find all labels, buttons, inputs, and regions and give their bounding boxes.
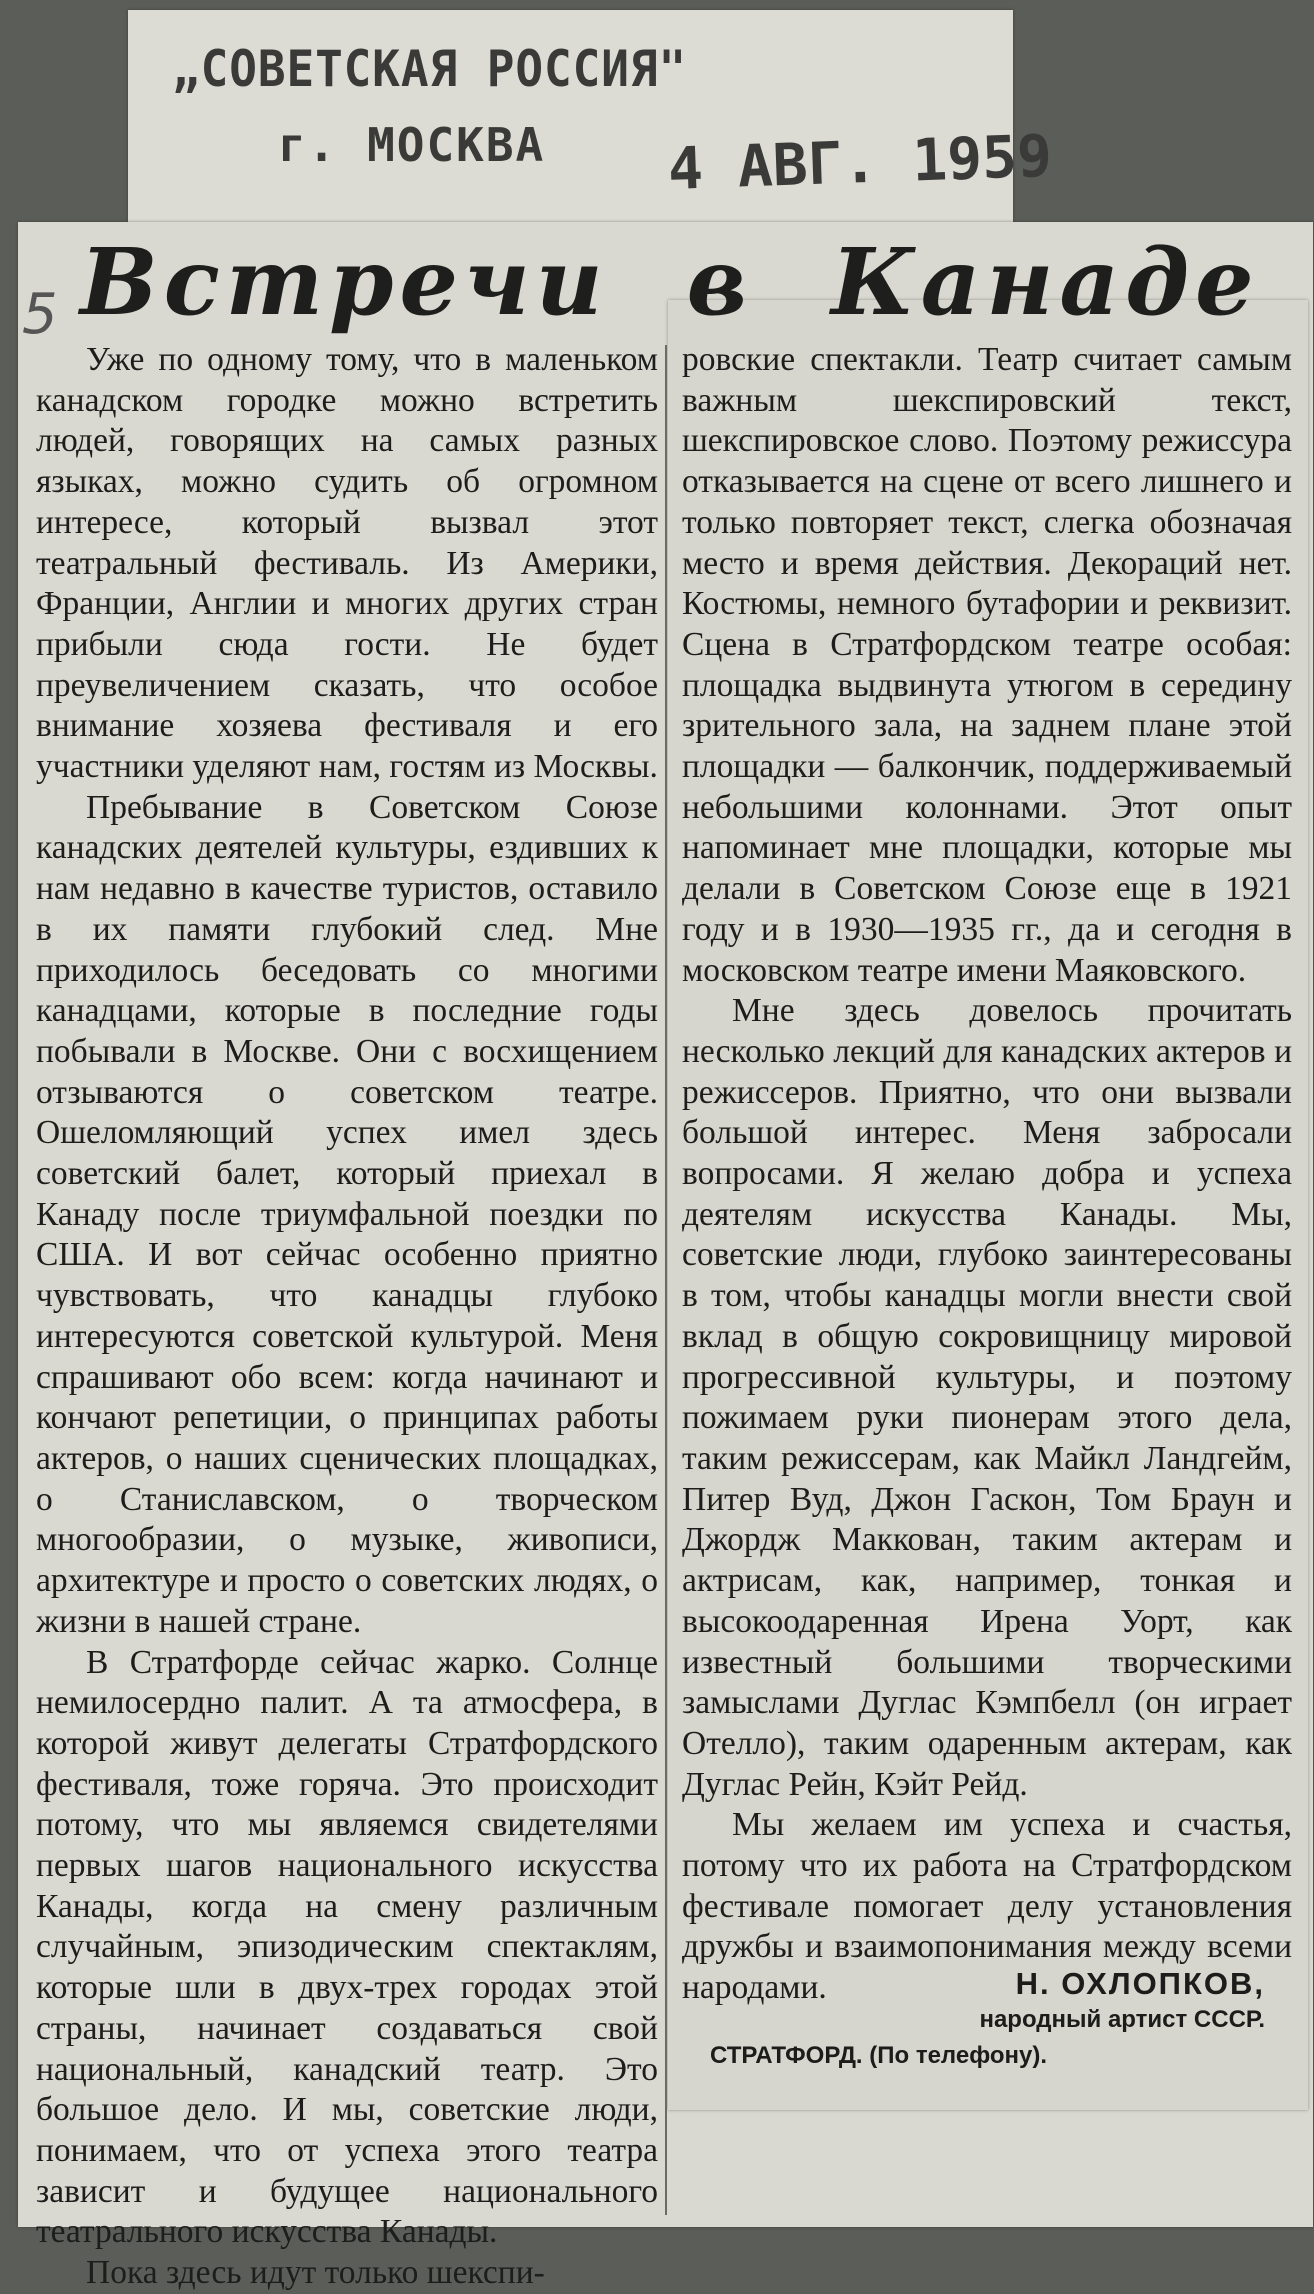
article-column-right (682, 340, 1292, 2009)
paragraph: Уже по одному тому, что в маленьком канадском городке можно встретить людей, говорящих на самых разных языках, можно судить об огромном интересе, который вызвал этот театральный фестиваль. Из Америки, Франции, Англии и многих других стран прибыли сюда гости. Не будет преувеличением сказать, что особое внимание хозяева фестиваля и его участники уделяют нам, гостям из Москвы. (36, 341, 658, 786)
handwritten-page-number: 5 (22, 282, 58, 347)
paragraph: В Стратфорде сейчас жарко. Солнце немилосердно палит. А та атмосфера, в которой живут делегаты Стратфордского фестиваля, тоже горяча. Это происходит потому, что мы являемся свидетелями первых шагов национального искусства Канады, когда на смену различным случайным, эпизодическим спектаклям, которые шли в двух-трех городах этой страны, начинает создаваться свой национальный, канадский театр. Это большое дело. И мы, советские люди, понимаем, что от успеха этого театра зависит и будущее национального театрального искусства Канады. (36, 1643, 658, 2251)
author-name: Н. ОХЛОПКОВ, (1015, 1966, 1265, 2001)
paragraph: Пребывание в Советском Союзе канадских деятелей культуры, ездивших к нам недавно в качестве туристов, оставило в их памяти глубокий след. Мне приходилось беседовать со многими канадцами, которые в последние годы побывали в Москве. Они с восхищением отзываются о советском театре. Ошеломляющий успех имел здесь советский балет, который приехал в Канаду после триумфальной поездки по США. И вот сейчас особенно приятно чувствовать, что канадцы глубоко интересуются советской культурой. Меня спрашивают обо всем: когда начинают и кончают репетиции, о принципах работы актеров, о наших сценических площадках, о Станиславском, о творческом многообразии, о музыке, живописи, архитектуре и просто о советских людях, о жизни в нашей стране. (36, 788, 658, 1640)
paragraph: Мы желаем им успеха и счастья, потому что их работа на Стратфордском фестивале помогает делу установления дружбы и взаимопонимания между всеми народами. (682, 1806, 1292, 2007)
stamp-city: г. МОСКВА (278, 118, 546, 172)
paragraph: ровские спектакли. Театр считает самым важным шекспировский текст, шекспировское слово. Поэтому режиссура отказывается на сцене от всего лишнего и только повторяет текст, слегка обозначая место и время действия. Декораций нет. Костюмы, немного бутафории и реквизит. Сцена в Стратфордском театре особая: площадка выдвинута утюгом в середину зрительного зала, на заднем плане этой площадки — балкончик, поддерживаемый небольшими колоннами. Этот опыт напоминает мне площадки, которые мы делали в Советском Союзе еще в 1921 году и в 1930—1935 гг., да и сегодня в московском театре имени Маяковского. (682, 341, 1292, 989)
author-signature (680, 1966, 1265, 2070)
dateline: СТРАТФОРД. (По телефону). (710, 2042, 1048, 2069)
column-divider (665, 345, 667, 2215)
paragraph: Мне здесь довелось прочитать несколько лекций для канадских актеров и режиссеров. Приятно, что они вызвали большой интерес. Меня забросали вопросами. Я желаю добра и успеха деятелям искусства Канады. Мы, советские люди, глубоко заинтересованы в том, чтобы канадцы могли внести свой вклад в общую сокровищницу мировой прогрессивной культуры, и поэтому пожимаем руки пионерам этого дела, таким режиссерам, как Майкл Ландгейм, Питер Вуд, Джон Гаскон, Том Браун и Джордж Маккован, таким актерам и актрисам, как, например, тонкая и высокоодаренная Ирена Уорт, как известный большими творческими замыслами Дуглас Кэмпбелл (он играет Отелло), таким одаренным актерам, как Дуглас Рейн, Кэйт Рейд. (682, 992, 1292, 1803)
article-headline: Встречи в Канаде (80, 228, 1260, 336)
stamp-date: 4 АВГ. 1959 (666, 121, 1054, 203)
article-column-left (36, 340, 658, 2294)
paragraph: Пока здесь идут только шекспи- (86, 2254, 545, 2292)
stamp-newspaper-name: „СОВЕТСКАЯ РОССИЯ" (172, 40, 688, 98)
author-title: народный артист СССР. (979, 2006, 1265, 2033)
